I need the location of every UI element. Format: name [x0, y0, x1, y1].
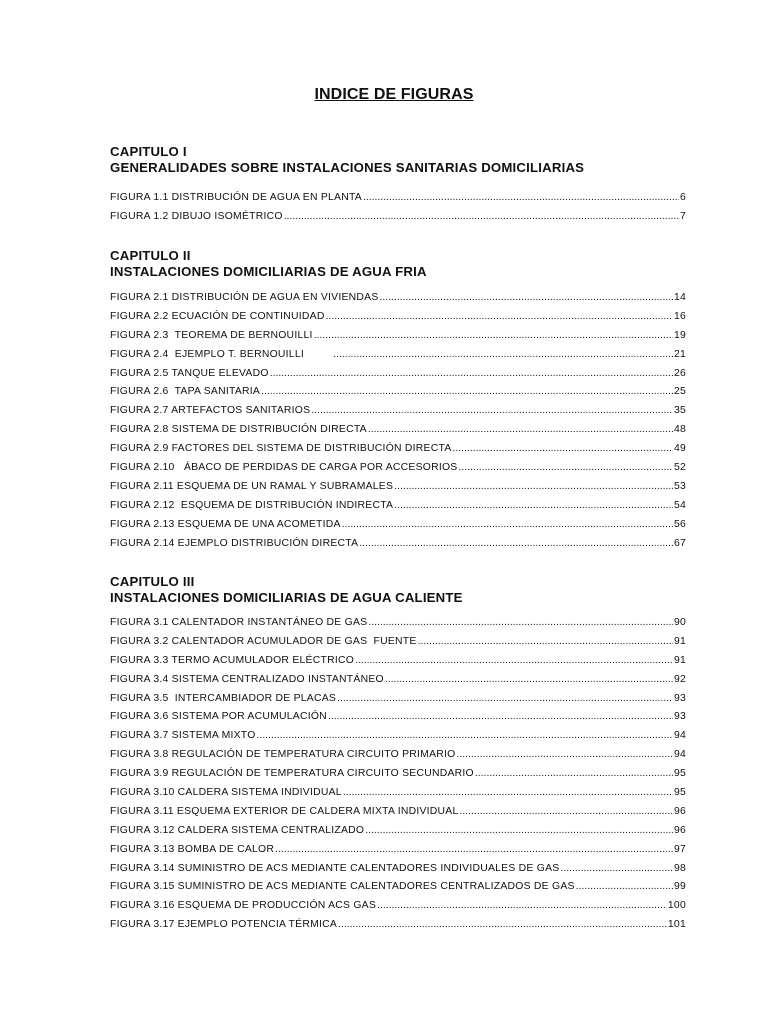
figure-label: FIGURA 3.5 INTERCAMBIADOR DE PLACAS	[110, 692, 337, 704]
dot-leader	[338, 916, 667, 935]
page-title: INDICE DE FIGURAS	[314, 86, 474, 103]
figure-label: FIGURA 3.6 SISTEMA POR ACUMULACIÓN	[110, 711, 327, 723]
figure-label: FIGURA 3.1 CALENTADOR INSTANTÁNEO DE GAS	[110, 617, 368, 628]
dot-leader	[275, 841, 673, 860]
toc-entry[interactable]	[110, 535, 686, 554]
chapter-title: INSTALACIONES DOMICILIARIAS DE AGUA CALIENTE	[110, 590, 463, 605]
page-number: 21	[673, 348, 686, 360]
figure-label: FIGURA 3.4 SISTEMA CENTRALIZADO INSTANTÁNEO	[110, 673, 384, 685]
figure-label: FIGURA 2.13 ESQUEMA DE UNA ACOMETIDA	[110, 518, 341, 530]
toc-entry[interactable]	[110, 289, 686, 308]
toc-entry[interactable]	[110, 440, 686, 459]
figure-label: FIGURA 2.11 ESQUEMA DE UN RAMAL Y SUBRAMALES	[110, 480, 394, 492]
dot-leader	[333, 346, 673, 365]
figure-label: FIGURA 3.15 SUMINISTRO DE ACS MEDIANTE CALENTADORES CENTRALIZADOS DE GAS	[110, 881, 575, 893]
figure-label: FIGURA 3.3 TERMO ACUMULADOR ELÉCTRICO	[110, 654, 355, 666]
toc-entry[interactable]	[110, 765, 686, 784]
figure-label: FIGURA 2.1 DISTRIBUCIÓN DE AGUA EN VIVIENDAS	[110, 292, 379, 303]
dot-leader	[460, 803, 673, 822]
toc-entry[interactable]	[110, 690, 686, 709]
page-number: 14	[673, 292, 686, 303]
toc-entry[interactable]	[110, 860, 686, 879]
figure-label: FIGURA 3.13 BOMBA DE CALOR	[110, 843, 275, 855]
dot-leader	[475, 765, 673, 784]
page-number: 52	[673, 462, 686, 474]
toc-entry[interactable]	[110, 803, 686, 822]
page-number: 53	[673, 480, 686, 492]
figure-label: FIGURA 2.14 EJEMPLO DISTRIBUCIÓN DIRECTA	[110, 537, 359, 549]
page-number: 7	[679, 210, 686, 222]
dot-leader	[355, 652, 673, 671]
dot-leader	[368, 614, 673, 633]
dot-leader	[342, 516, 673, 535]
dot-leader	[385, 671, 673, 690]
page-number: 97	[673, 843, 686, 855]
page-number: 100	[667, 900, 686, 912]
toc-entry[interactable]	[110, 784, 686, 803]
dot-leader	[328, 708, 673, 727]
page-number: 91	[673, 635, 686, 647]
dot-leader	[453, 440, 673, 459]
figure-label: FIGURA 3.16 ESQUEMA DE PRODUCCIÓN ACS GAS	[110, 900, 377, 912]
page-number: 54	[673, 499, 686, 511]
chapter-heading-2	[110, 248, 686, 280]
toc-entry[interactable]	[110, 516, 686, 535]
page-number: 94	[673, 749, 686, 761]
figure-label: FIGURA 2.2 ECUACIÓN DE CONTINUIDAD	[110, 310, 325, 322]
figure-label: FIGURA 2.5 TANQUE ELEVADO	[110, 367, 269, 379]
toc-entry[interactable]	[110, 746, 686, 765]
page-number: 56	[673, 518, 686, 530]
toc-entry[interactable]	[110, 652, 686, 671]
chapter-heading-3	[110, 574, 686, 606]
toc-entry[interactable]	[110, 708, 686, 727]
toc-entry[interactable]	[110, 497, 686, 516]
dot-leader	[365, 822, 673, 841]
figure-label: FIGURA 2.4 EJEMPLO T. BERNOUILLI	[110, 348, 333, 360]
dot-leader	[270, 365, 673, 384]
toc-entry[interactable]	[110, 916, 686, 935]
dot-leader	[261, 383, 673, 402]
toc-entry[interactable]	[110, 459, 686, 478]
dot-leader	[359, 535, 673, 554]
page-number: 35	[673, 405, 686, 417]
page-number: 93	[673, 711, 686, 723]
dot-leader	[377, 897, 667, 916]
toc-entry[interactable]	[110, 308, 686, 327]
page-number: 94	[673, 730, 686, 742]
page-number: 91	[673, 654, 686, 666]
figure-label: FIGURA 2.8 SISTEMA DE DISTRIBUCIÓN DIRECTA	[110, 424, 367, 436]
figure-label: FIGURA 3.10 CALDERA SISTEMA INDIVIDUAL	[110, 787, 342, 799]
page-number: 99	[673, 881, 686, 893]
page-number: 67	[673, 537, 686, 549]
toc-entry[interactable]	[110, 421, 686, 440]
page-number: 6	[679, 192, 686, 203]
dot-leader	[311, 402, 673, 421]
figure-label: FIGURA 2.3 TEOREMA DE BERNOUILLI	[110, 329, 313, 341]
toc-entry[interactable]	[110, 878, 686, 897]
chapter-title: GENERALIDADES SOBRE INSTALACIONES SANITARIAS DOMICILIARIAS	[110, 160, 585, 175]
page-number: 19	[673, 329, 686, 341]
chapter-number: CAPITULO II	[110, 248, 191, 263]
toc-entry[interactable]	[110, 327, 686, 346]
chapter-heading-1	[110, 144, 686, 176]
page-number: 92	[673, 673, 686, 685]
toc-entry[interactable]	[110, 841, 686, 860]
toc-entry[interactable]	[110, 633, 686, 652]
page-number: 16	[673, 310, 686, 322]
dot-leader	[368, 421, 673, 440]
figure-label: FIGURA 2.12 ESQUEMA DE DISTRIBUCIÓN INDIRECTA	[110, 499, 394, 511]
figure-label: FIGURA 3.8 REGULACIÓN DE TEMPERATURA CIRCUITO PRIMARIO	[110, 749, 456, 761]
dot-leader	[363, 189, 679, 208]
toc-entry[interactable]	[110, 208, 686, 227]
page-number: 90	[673, 617, 686, 628]
figure-label: FIGURA 3.12 CALDERA SISTEMA CENTRALIZADO	[110, 824, 365, 836]
figure-label: FIGURA 2.7 ARTEFACTOS SANITARIOS	[110, 405, 311, 417]
page-number: 48	[673, 424, 686, 436]
page-number: 25	[673, 386, 686, 398]
page-number: 98	[673, 862, 686, 874]
dot-leader	[343, 784, 673, 803]
dot-leader	[337, 690, 673, 709]
figure-label: FIGURA 3.7 SISTEMA MIXTO	[110, 730, 256, 742]
page-number: 96	[673, 824, 686, 836]
dot-leader	[560, 860, 673, 879]
figure-label: FIGURA 3.14 SUMINISTRO DE ACS MEDIANTE CALENTADORES INDIVIDUALES DE GAS	[110, 862, 560, 874]
figure-list-chapter-3	[110, 614, 686, 935]
dot-leader	[418, 633, 673, 652]
toc-entry[interactable]	[110, 727, 686, 746]
toc-entry[interactable]	[110, 402, 686, 421]
dot-leader	[459, 459, 673, 478]
toc-entry[interactable]	[110, 346, 686, 365]
dot-leader	[257, 727, 673, 746]
page-number: 96	[673, 805, 686, 817]
chapter-number: CAPITULO I	[110, 144, 187, 159]
figure-list-chapter-2	[110, 289, 686, 553]
page-number: 95	[673, 787, 686, 799]
figure-label: FIGURA 3.2 CALENTADOR ACUMULADOR DE GAS FUENTE	[110, 635, 417, 647]
figure-label: FIGURA 2.6 TAPA SANITARIA	[110, 386, 261, 398]
figure-label: FIGURA 2.9 FACTORES DEL SISTEMA DE DISTRIBUCIÓN DIRECTA	[110, 443, 452, 455]
figure-label: FIGURA 3.9 REGULACIÓN DE TEMPERATURA CIRCUITO SECUNDARIO	[110, 768, 474, 780]
figure-label: FIGURA 2.10 ÁBACO DE PERDIDAS DE CARGA POR ACCESORIOS	[110, 462, 458, 474]
dot-leader	[456, 746, 672, 765]
toc-entry[interactable]	[110, 478, 686, 497]
toc-entry[interactable]	[110, 822, 686, 841]
figure-label: FIGURA 3.17 EJEMPLO POTENCIA TÉRMICA	[110, 919, 338, 931]
figure-list-chapter-1	[110, 189, 686, 227]
figure-label: FIGURA 1.2 DIBUJO ISOMÉTRICO	[110, 210, 283, 222]
page-number: 26	[673, 367, 686, 379]
page-number: 49	[673, 443, 686, 455]
figure-label: FIGURA 3.11 ESQUEMA EXTERIOR DE CALDERA MIXTA INDIVIDUAL	[110, 805, 459, 817]
chapter-title: INSTALACIONES DOMICILIARIAS DE AGUA FRIA	[110, 264, 427, 279]
page-number: 93	[673, 692, 686, 704]
toc-entry[interactable]	[110, 365, 686, 384]
dot-leader	[314, 327, 673, 346]
toc-entry[interactable]	[110, 614, 686, 633]
toc-entry[interactable]	[110, 897, 686, 916]
dot-leader	[394, 478, 673, 497]
dot-leader	[326, 308, 673, 327]
toc-entry[interactable]	[110, 383, 686, 402]
dot-leader	[284, 208, 679, 227]
dot-leader	[576, 878, 673, 897]
toc-entry[interactable]	[110, 189, 686, 208]
dot-leader	[380, 289, 673, 308]
dot-leader	[394, 497, 673, 516]
chapter-number: CAPITULO III	[110, 574, 195, 589]
figure-label: FIGURA 1.1 DISTRIBUCIÓN DE AGUA EN PLANTA	[110, 192, 362, 203]
toc-entry[interactable]	[110, 671, 686, 690]
page-number: 101	[667, 919, 686, 931]
page-number: 95	[673, 768, 686, 780]
